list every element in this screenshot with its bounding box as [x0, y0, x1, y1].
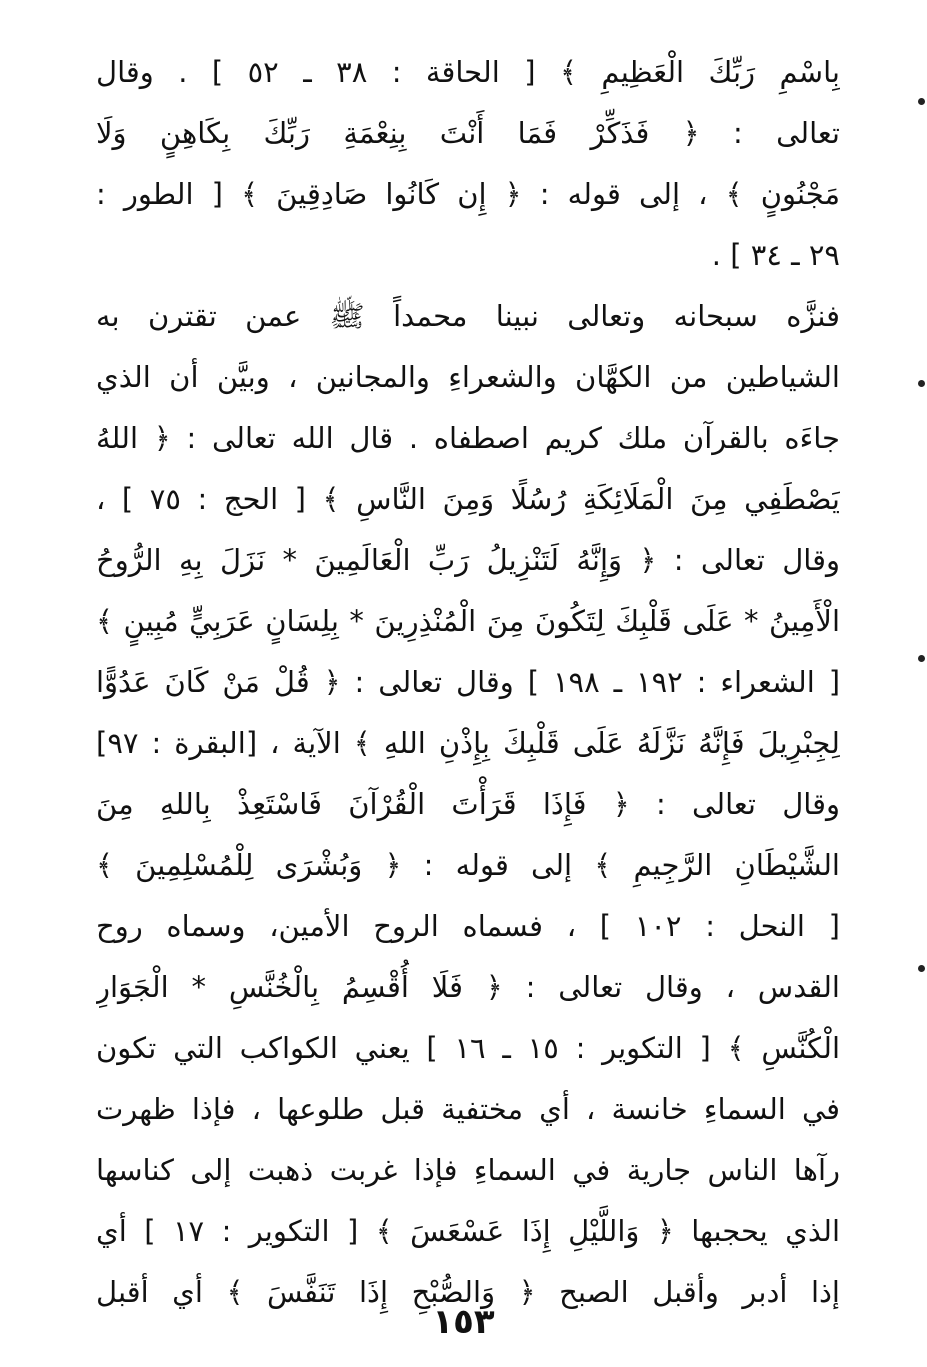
text-line: الذي يحجبها ﴿ وَاللَّيْلِ إِذَا عَسْعَسَ ﴾ [ التكوير : ١٧ ] أي [96, 1214, 840, 1248]
text-line: رآها الناس جارية في السماءِ فإذا غربت ذهبت إلى كناسها [96, 1153, 840, 1187]
text-line: الْكُنَّسِ ﴾ [ التكوير : ١٥ ـ ١٦ ] يعني الكواكب التي تكون [96, 1031, 840, 1065]
text-line: مَجْنُونٍ ﴾ ، إلى قوله : ﴿ إِن كَانُوا صَادِقِينَ ﴾ [ الطور : [96, 177, 840, 211]
text-line: بِاسْمِ رَبِّكَ الْعَظِيمِ ﴾ [ الحاقة : ٣٨ ـ ٥٢ ] . وقال [96, 55, 840, 89]
text-line: جاءَه بالقرآن ملك كريم اصطفاه . قال الله تعالى : ﴿ اللهُ [96, 421, 840, 455]
text-line: الشياطين من الكهَّان والشعراءِ والمجانين ، وبيَّن أن الذي [96, 360, 840, 394]
text-line: [ النحل : ١٠٢ ] ، فسماه الروح الأمين، وسماه روح [96, 909, 840, 943]
page-number: ١٥٣ [432, 1302, 495, 1342]
text-line: إذا أدبر وأقبل الصبح ﴿ وَالصُّبْحِ إِذَا تَنَفَّسَ ﴾ أي أقبل [96, 1275, 840, 1309]
text-line: وقال تعالى : ﴿ فَإِذَا قَرَأْتَ الْقُرْآنَ فَاسْتَعِذْ بِاللهِ مِنَ [96, 787, 840, 821]
text-line: لِجِبْرِيلَ فَإِنَّهُ نَزَّلَهُ عَلَى قَلْبِكَ بِإِذْنِ اللهِ ﴾ الآية ، [البقرة : ٩٧] [96, 726, 840, 760]
text-line: [ الشعراء : ١٩٢ ـ ١٩٨ ] وقال تعالى : ﴿ قُلْ مَنْ كَانَ عَدُوًّا [96, 665, 840, 699]
text-line: ٢٩ ـ ٣٤ ] . [711, 238, 840, 272]
body-text [96, 42, 840, 1323]
text-line: القدس ، وقال تعالى : ﴿ فَلَا أُقْسِمُ بِالْخُنَّسِ * الْجَوَارِ [96, 970, 840, 1004]
text-line: الشَّيْطَانِ الرَّجِيمِ ﴾ إلى قوله : ﴿ وَبُشْرَى لِلْمُسْلِمِينَ ﴾ [96, 848, 840, 882]
margin-mark [918, 655, 925, 662]
margin-mark [918, 380, 925, 387]
text-line: يَصْطَفِي مِنَ الْمَلَائِكَةِ رُسُلًا وَمِنَ النَّاسِ ﴾ [ الحج : ٧٥ ] ، [96, 482, 840, 516]
text-line: في السماءِ خانسة ، أي مختفية قبل طلوعها ، فإذا ظهرت [96, 1092, 840, 1126]
margin-mark [918, 98, 925, 105]
text-line: تعالى : ﴿ فَذَكِّرْ فَمَا أَنْتَ بِنِعْمَةِ رَبِّكَ بِكَاهِنٍ وَلَا [96, 116, 840, 150]
text-line: الْأَمِينُ * عَلَى قَلْبِكَ لِتَكُونَ مِنَ الْمُنْذِرِينَ * بِلِسَانٍ عَرَبِيٍّ مُبِينٍ ﴾ [96, 604, 840, 638]
text-line: فنزَّه سبحانه وتعالى نبينا محمداً ﷺ عمن تقترن به [96, 299, 840, 333]
margin-mark [918, 965, 925, 972]
text-line: وقال تعالى : ﴿ وَإِنَّهُ لَتَنْزِيلُ رَبِّ الْعَالَمِينَ * نَزَلَ بِهِ الرُّوحُ [96, 543, 840, 577]
